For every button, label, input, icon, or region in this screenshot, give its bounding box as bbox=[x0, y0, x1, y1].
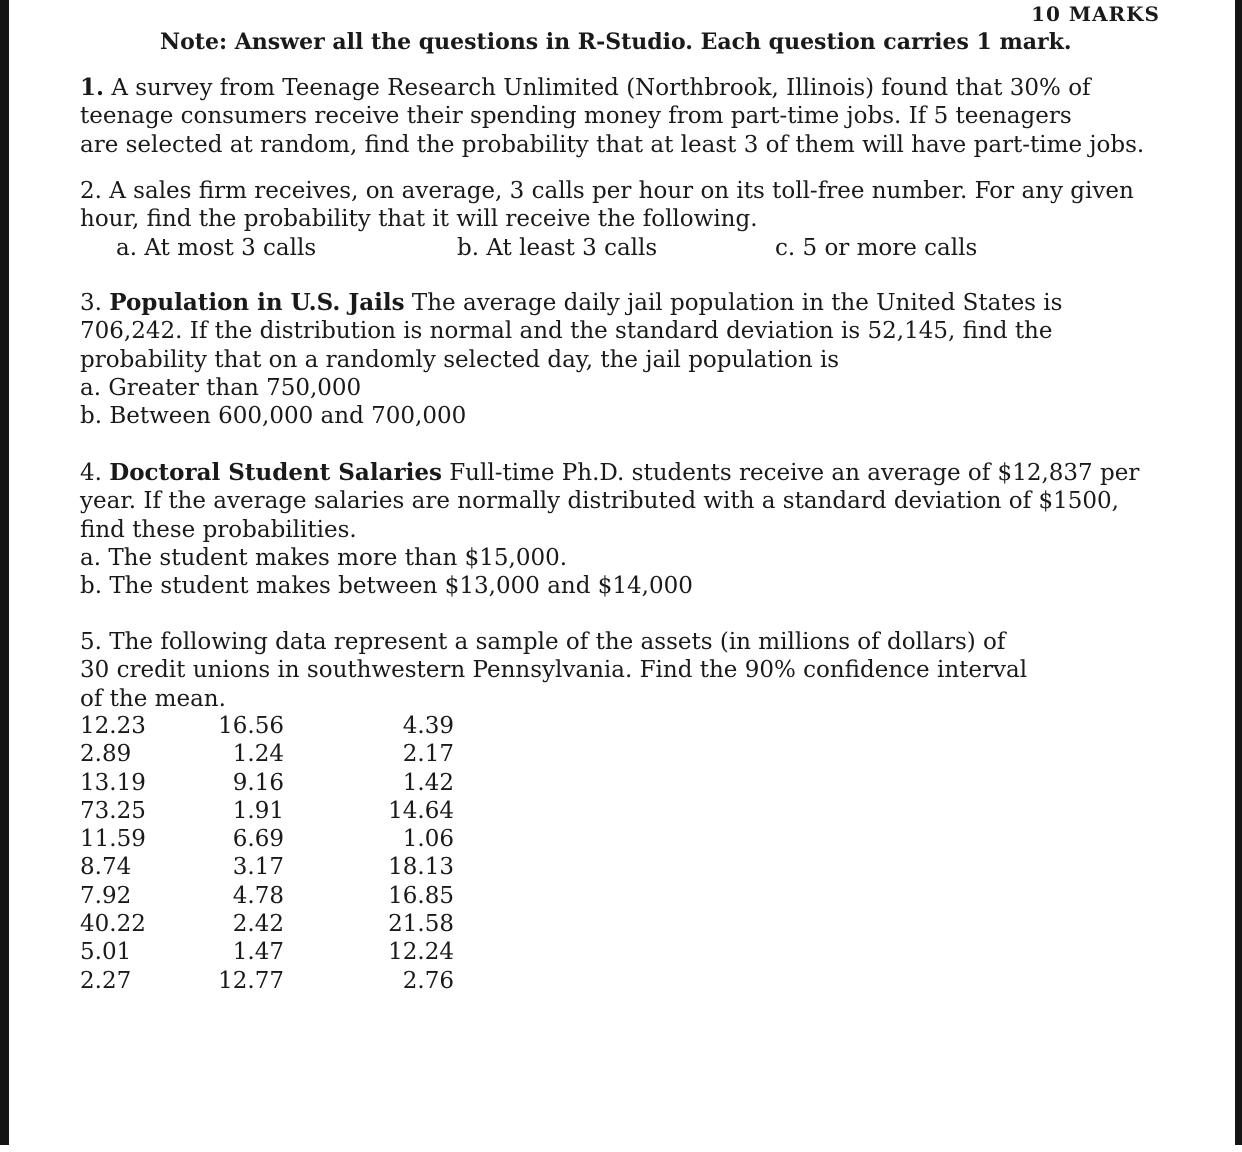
data-cell: 1.91 bbox=[232, 797, 284, 824]
note-heading: Note: Answer all the questions in R-Studio. Each question carries 1 mark. bbox=[160, 29, 1072, 55]
question-4-title: Doctoral Student Salaries bbox=[109, 459, 442, 486]
question-4-line: 4. Doctoral Student Salaries Full-time Ph.D. students receive an average of $12,837 per bbox=[80, 459, 1140, 486]
question-5-line: of the mean. bbox=[80, 685, 226, 712]
data-cell: 12.24 bbox=[388, 939, 454, 966]
question-2-line: 2. A sales firm receives, on average, 3 calls per hour on its toll-free number. For any given bbox=[80, 178, 1134, 204]
question-3 bbox=[80, 289, 1062, 430]
data-cell: 6.69 bbox=[232, 826, 284, 853]
data-cell: 2.27 bbox=[80, 967, 132, 994]
question-1 bbox=[80, 74, 1144, 159]
data-cell: 11.59 bbox=[80, 826, 146, 853]
data-cell: 5.01 bbox=[80, 939, 132, 966]
right-border bbox=[1235, 0, 1242, 1145]
question-4-line: find these probabilities. bbox=[80, 516, 357, 543]
question-5-line: 5. The following data represent a sample of the assets (in millions of dollars) of bbox=[80, 629, 1006, 655]
question-1-number: 1. bbox=[80, 74, 105, 101]
data-cell: 16.85 bbox=[388, 882, 454, 909]
data-cell: 40.22 bbox=[80, 911, 146, 938]
data-cell: 3.17 bbox=[232, 854, 284, 881]
question-3-title: Population in U.S. Jails bbox=[109, 289, 405, 316]
question-1-line: teenage consumers receive their spending money from part-time jobs. If 5 teenagers bbox=[80, 103, 1072, 130]
data-cell: 1.24 bbox=[232, 741, 284, 768]
option-b: b. At least 3 calls bbox=[457, 234, 658, 261]
data-cell: 2.76 bbox=[402, 967, 454, 994]
question-3-line: 706,242. If the distribution is normal and the standard deviation is 52,145, find the bbox=[80, 318, 1053, 345]
data-cell: 7.92 bbox=[80, 882, 132, 909]
data-cell: 4.78 bbox=[232, 882, 284, 909]
data-cell: 73.25 bbox=[80, 797, 146, 824]
data-cell: 18.13 bbox=[388, 854, 454, 881]
data-cell: 12.23 bbox=[80, 713, 146, 739]
question-2-line: hour, find the probability that it will receive the following. bbox=[80, 206, 758, 233]
data-cell: 1.06 bbox=[402, 826, 454, 853]
marks-label: 10 MARKS bbox=[1031, 2, 1160, 26]
data-cell: 12.77 bbox=[218, 967, 284, 994]
question-2 bbox=[80, 177, 1134, 262]
data-cell: 2.17 bbox=[402, 741, 454, 768]
data-cell: 9.16 bbox=[232, 769, 284, 796]
data-cell: 21.58 bbox=[388, 911, 454, 938]
data-cell: 2.89 bbox=[80, 741, 132, 768]
question-2-options bbox=[80, 234, 1134, 262]
question-1-line: 1. A survey from Teenage Research Unlimited (Northbrook, Illinois) found that 30% of bbox=[80, 74, 1091, 101]
question-3-line: 3. Population in U.S. Jails The average daily jail population in the United States is bbox=[80, 289, 1063, 316]
question-3-line: probability that on a randomly selected day, the jail population is bbox=[80, 346, 840, 373]
data-cell: 2.42 bbox=[232, 911, 284, 938]
question-3-part-b: b. Between 600,000 and 700,000 bbox=[80, 403, 467, 430]
data-cell: 16.56 bbox=[218, 713, 284, 739]
data-cell: 1.47 bbox=[232, 939, 284, 966]
question-4 bbox=[80, 459, 1139, 600]
question-4-part-b: b. The student makes between $13,000 and $14,000 bbox=[80, 573, 693, 600]
question-3-part-a: a. Greater than 750,000 bbox=[80, 374, 362, 401]
data-cell: 4.39 bbox=[402, 713, 454, 739]
question-5-line: 30 credit unions in southwestern Pennsylvania. Find the 90% confidence interval bbox=[80, 657, 1028, 684]
question-1-line: are selected at random, find the probability that at least 3 of them will have part-time jobs. bbox=[80, 131, 1145, 158]
question-5 bbox=[80, 628, 1027, 713]
question-4-part-a: a. The student makes more than $15,000. bbox=[80, 544, 568, 571]
left-border bbox=[0, 0, 9, 1145]
data-cell: 14.64 bbox=[388, 797, 454, 824]
data-cell: 1.42 bbox=[402, 769, 454, 796]
question-4-line: year. If the average salaries are normally distributed with a standard deviation of $1500, bbox=[80, 488, 1119, 515]
data-cell: 8.74 bbox=[80, 854, 132, 881]
data-cell: 13.19 bbox=[80, 769, 146, 796]
option-a: a. At most 3 calls bbox=[116, 234, 317, 261]
option-c: c. 5 or more calls bbox=[775, 234, 978, 261]
